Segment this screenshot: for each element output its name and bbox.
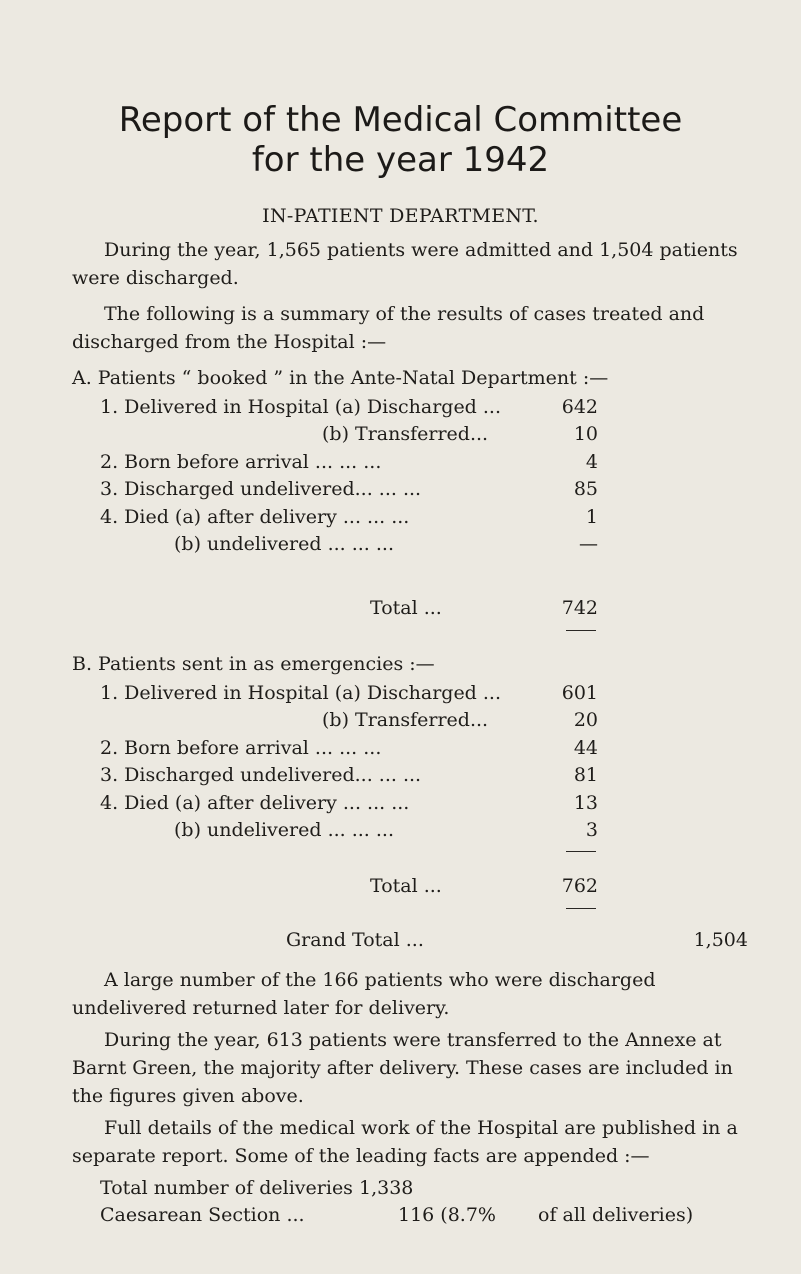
section-b-row-label: 3. Discharged undelivered... ... ... bbox=[100, 764, 422, 786]
intro-paragraph-2: The following is a summary of the results of cases treated and discharged from the Hospital :— bbox=[72, 303, 705, 353]
fact-note: of all deliveries) bbox=[538, 1204, 694, 1226]
section-b-row-value: 81 bbox=[573, 764, 598, 786]
section-b-row-value: 3 bbox=[585, 819, 598, 841]
section-a-row-value: 4 bbox=[585, 451, 598, 473]
section-a-total-rule bbox=[566, 630, 596, 631]
paragraph-annexe: During the year, 613 patients were transferred to the Annexe at Barnt Green, the majority after delivery. These cases are included in the figures given above. bbox=[72, 1029, 733, 1107]
section-a-total: 742 bbox=[561, 597, 598, 619]
report-subtitle: for the year 1942 bbox=[251, 140, 550, 180]
section-a-row-label: 2. Born before arrival ... ... ... bbox=[100, 451, 382, 473]
section-a-total-label: Total ... bbox=[370, 597, 442, 619]
section-a-row-value: 642 bbox=[561, 396, 598, 418]
section-b-total: 762 bbox=[561, 875, 598, 897]
section-a-row-value: 1 bbox=[585, 506, 598, 528]
section-a-heading: A. Patients “ booked ” in the Ante-Natal Department :— bbox=[72, 367, 609, 389]
section-a-row-label: (b) Transferred... bbox=[322, 423, 489, 445]
section-b-row-value: 20 bbox=[573, 709, 598, 731]
department-heading: IN-PATIENT DEPARTMENT. bbox=[262, 205, 539, 227]
section-b-row-value: 13 bbox=[573, 792, 598, 814]
grand-total: 1,504 bbox=[693, 929, 748, 951]
section-b-row-label: (b) Transferred... bbox=[322, 709, 489, 731]
fact-label: Caesarean Section ... bbox=[100, 1204, 305, 1226]
paragraph-undelivered: A large number of the 166 patients who were discharged undelivered returned later for delivery. bbox=[72, 969, 656, 1019]
section-b-row-label: (b) undelivered ... ... ... bbox=[174, 819, 395, 841]
section-b-sum-rule bbox=[566, 851, 596, 852]
section-b-total-label: Total ... bbox=[370, 875, 442, 897]
fact-value: 116 (8.7% bbox=[398, 1204, 496, 1226]
section-a-row-label: 1. Delivered in Hospital (a) Discharged ... bbox=[100, 396, 502, 418]
section-a-row-label: (b) undelivered ... ... ... bbox=[174, 533, 395, 555]
section-b-row-label: 4. Died (a) after delivery ... ... ... bbox=[100, 792, 410, 814]
section-b-row-label: 2. Born before arrival ... ... ... bbox=[100, 737, 382, 759]
section-b-row-label: 1. Delivered in Hospital (a) Discharged ... bbox=[100, 682, 502, 704]
section-a-row-value: 10 bbox=[573, 423, 598, 445]
grand-total-label: Grand Total ... bbox=[286, 929, 424, 951]
section-b-row-value: 601 bbox=[561, 682, 598, 704]
section-a-row-label: 3. Discharged undelivered... ... ... bbox=[100, 478, 422, 500]
section-a-row-label: 4. Died (a) after delivery ... ... ... bbox=[100, 506, 410, 528]
fact-label: Total number of deliveries 1,338 bbox=[100, 1177, 414, 1199]
paragraph-details: Full details of the medical work of the Hospital are published in a separate report. Some of the leading facts are appended :— bbox=[72, 1117, 738, 1167]
section-a-row-value: 85 bbox=[573, 478, 598, 500]
report-title: Report of the Medical Committee bbox=[118, 100, 683, 140]
section-b-heading: B. Patients sent in as emergencies :— bbox=[72, 653, 435, 675]
section-b-row-value: 44 bbox=[573, 737, 598, 759]
section-a-row-value: — bbox=[579, 533, 598, 555]
section-b-total-rule bbox=[566, 908, 596, 909]
intro-paragraph-1: During the year, 1,565 patients were admitted and 1,504 patients were discharged. bbox=[72, 239, 738, 289]
